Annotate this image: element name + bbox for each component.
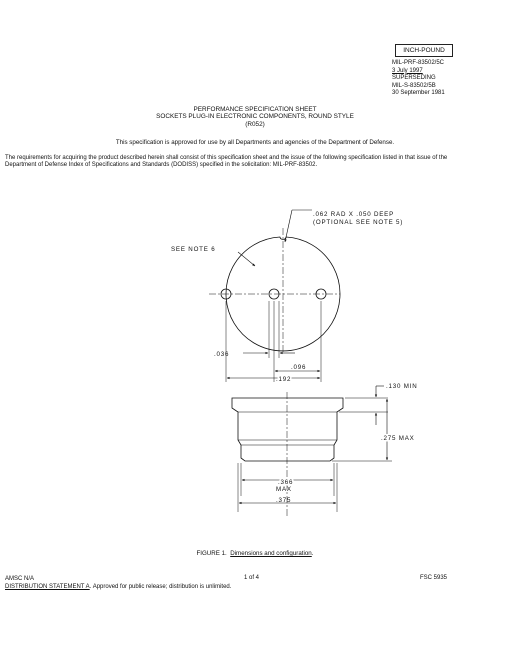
figure-label: FIGURE 1.: [196, 550, 227, 557]
doc-number: MIL-PRF-83502/5C: [392, 60, 445, 66]
distribution-text: . Approved for public release; distribution is unlimited.: [89, 584, 232, 590]
dim-036-label: .036: [214, 351, 230, 358]
title-line-2: SOCKETS PLUG-IN ELECTRONIC COMPONENTS, ROUND STYLE: [156, 113, 354, 121]
note-radius-line-1: .062 RAD X .050 DEEP: [313, 211, 395, 218]
superseded-date: 30 September 1981: [392, 90, 445, 97]
figure-caption-text: Dimensions and configuration: [230, 550, 312, 557]
dim-130-label: .130 MIN: [386, 383, 418, 390]
doc-date: 3 July 1997: [392, 67, 423, 74]
superseded-number: MIL-S-83502/5B: [392, 82, 436, 89]
dim-366-max-label: MAX: [276, 486, 292, 493]
figure-caption: FIGURE 1. Dimensions and configuration.: [196, 550, 314, 557]
inch-pound-box: INCH-POUND: [395, 44, 453, 57]
fsc-code: FSC 5935: [420, 575, 448, 581]
leader-note-6: [238, 252, 255, 266]
page-number: 1 of 4: [244, 575, 260, 581]
amsc-label: AMSC N/A: [5, 576, 35, 582]
footer-left: [5, 575, 231, 591]
distribution-label: DISTRIBUTION STATEMENT A: [5, 584, 90, 590]
side-view: [232, 386, 392, 518]
socket-side-profile: [232, 398, 343, 461]
dim-192-label: .192: [276, 376, 292, 383]
note-radius-line-2: (OPTIONAL SEE NOTE 5): [313, 219, 404, 226]
title-line-1: PERFORMANCE SPECIFICATION SHEET: [193, 106, 317, 113]
requirements-paragraph: The requirements for acquiring the product described herein shall consist of this specification sheet and the issue of the following specification listed in that issue of the Department of Defense Index of Specifications and Standards (DODISS) specified in the solicitation: MIL-PRF-83502.: [5, 155, 448, 169]
dim-275-label: .275 MAX: [381, 435, 415, 442]
distribution-statement: [5, 583, 231, 591]
superseding-label: SUPERSEDING: [392, 75, 436, 82]
dim-366-label: .366: [278, 479, 294, 486]
title-line-3: (R052): [245, 120, 265, 128]
dim-375-label: .375: [276, 497, 292, 504]
dim-096-label: .096: [291, 364, 307, 371]
approval-statement: This specification is approved for use by all Departments and agencies of the Department of Defense.: [115, 139, 395, 146]
note-6-label: SEE NOTE 6: [171, 246, 216, 253]
